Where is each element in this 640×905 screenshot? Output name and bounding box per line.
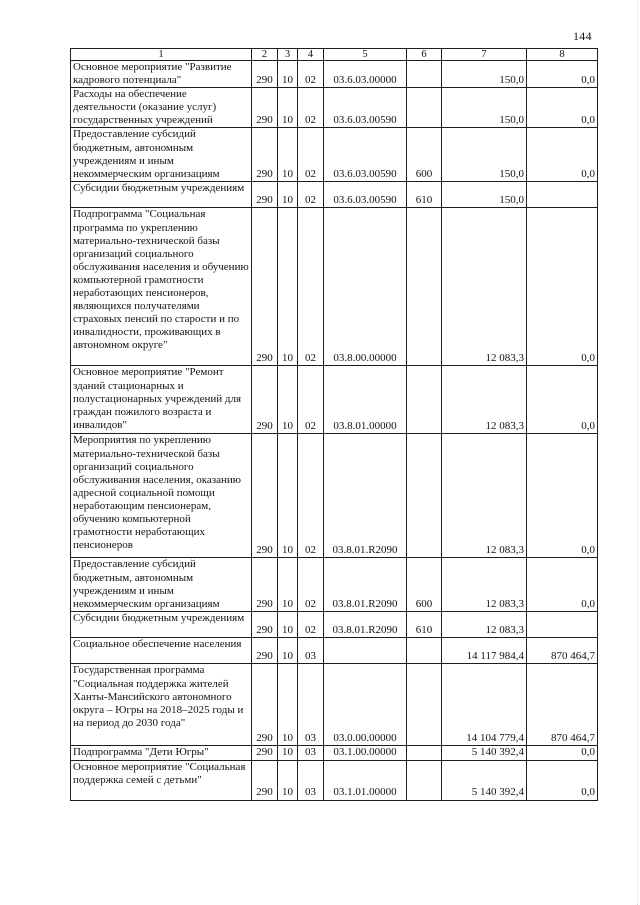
row-col-3: 10 — [278, 208, 298, 366]
row-amount-extra: 0,0 — [527, 558, 598, 612]
row-amount-extra: 0,0 — [527, 128, 598, 182]
row-target-code: 03.1.00.00000 — [324, 746, 407, 760]
row-expense-type: 610 — [407, 612, 442, 638]
row-name: Подпрограмма "Социальная программа по укреплению материально-технической базы организаций социального обслуживания населения и обучению компьютерной грамотности неработающих пенсионеров, являющихся получателями страховых пенсий по старости и по инвалидности, проживающих в автономном округе" — [71, 208, 252, 366]
row-col-2: 290 — [252, 434, 278, 558]
table-row — [71, 664, 598, 746]
table-row — [71, 88, 598, 128]
row-name: Предоставление субсидий бюджетным, автономным учреждениям и иным некоммерческим организациям — [71, 128, 252, 182]
row-col-4: 02 — [298, 128, 324, 182]
row-name: Подпрограмма "Дети Югры" — [71, 746, 252, 760]
row-amount: 150,0 — [442, 61, 527, 88]
row-expense-type: 600 — [407, 128, 442, 182]
row-amount: 12 083,3 — [442, 208, 527, 366]
row-amount-extra: 0,0 — [527, 366, 598, 434]
row-amount-extra: 870 464,7 — [527, 664, 598, 746]
table-row — [71, 128, 598, 182]
row-col-4: 02 — [298, 434, 324, 558]
row-expense-type — [407, 638, 442, 664]
row-col-2: 290 — [252, 746, 278, 760]
row-expense-type: 610 — [407, 182, 442, 208]
row-expense-type — [407, 760, 442, 800]
row-name: Основное мероприятие "Развитие кадрового потенциала" — [71, 61, 252, 88]
row-target-code: 03.8.00.00000 — [324, 208, 407, 366]
row-col-3: 10 — [278, 664, 298, 746]
table-row — [71, 61, 598, 88]
row-amount-extra: 0,0 — [527, 434, 598, 558]
row-amount-extra: 0,0 — [527, 88, 598, 128]
row-target-code: 03.8.01.00000 — [324, 366, 407, 434]
scan-edge-line — [636, 0, 638, 905]
row-target-code: 03.8.01.R2090 — [324, 612, 407, 638]
row-col-4: 02 — [298, 612, 324, 638]
row-col-4: 02 — [298, 61, 324, 88]
row-amount: 150,0 — [442, 182, 527, 208]
table-row — [71, 434, 598, 558]
row-col-3: 10 — [278, 760, 298, 800]
row-expense-type — [407, 434, 442, 558]
row-expense-type — [407, 746, 442, 760]
row-amount-extra — [527, 182, 598, 208]
row-col-4: 02 — [298, 88, 324, 128]
row-col-3: 10 — [278, 746, 298, 760]
row-amount-extra — [527, 612, 598, 638]
row-amount: 14 117 984,4 — [442, 638, 527, 664]
row-amount: 150,0 — [442, 88, 527, 128]
row-amount: 5 140 392,4 — [442, 746, 527, 760]
table-row — [71, 746, 598, 760]
row-amount: 150,0 — [442, 128, 527, 182]
row-amount: 12 083,3 — [442, 434, 527, 558]
budget-table — [70, 48, 598, 801]
row-target-code — [324, 638, 407, 664]
row-expense-type — [407, 61, 442, 88]
table-row — [71, 638, 598, 664]
table-body — [71, 61, 598, 801]
row-expense-type — [407, 664, 442, 746]
row-name: Основное мероприятие "Социальная поддержка семей с детьми" — [71, 760, 252, 800]
row-expense-type: 600 — [407, 558, 442, 612]
row-target-code: 03.8.01.R2090 — [324, 434, 407, 558]
row-amount-extra: 870 464,7 — [527, 638, 598, 664]
row-name: Предоставление субсидий бюджетным, автономным учреждениям и иным некоммерческим организациям — [71, 558, 252, 612]
row-col-3: 10 — [278, 61, 298, 88]
table-row — [71, 366, 598, 434]
row-name: Субсидии бюджетным учреждениям — [71, 612, 252, 638]
row-col-4: 03 — [298, 664, 324, 746]
row-col-2: 290 — [252, 208, 278, 366]
row-col-4: 02 — [298, 208, 324, 366]
header-col-5: 5 — [324, 49, 407, 61]
row-amount-extra: 0,0 — [527, 760, 598, 800]
row-col-2: 290 — [252, 61, 278, 88]
row-amount: 12 083,3 — [442, 366, 527, 434]
header-col-1: 1 — [71, 49, 252, 61]
row-col-3: 10 — [278, 638, 298, 664]
row-expense-type — [407, 208, 442, 366]
row-expense-type — [407, 366, 442, 434]
row-col-4: 03 — [298, 760, 324, 800]
row-col-4: 02 — [298, 558, 324, 612]
row-target-code: 03.8.01.R2090 — [324, 558, 407, 612]
row-target-code: 03.1.01.00000 — [324, 760, 407, 800]
row-name: Государственная программа "Социальная поддержка жителей Ханты-Мансийского автономного округа – Югры на 2018–2025 годы и на период до 2030 года" — [71, 664, 252, 746]
table-row — [71, 760, 598, 800]
header-col-6: 6 — [407, 49, 442, 61]
row-col-2: 290 — [252, 664, 278, 746]
row-amount: 12 083,3 — [442, 612, 527, 638]
row-col-4: 02 — [298, 182, 324, 208]
row-name: Социальное обеспечение населения — [71, 638, 252, 664]
row-col-2: 290 — [252, 128, 278, 182]
row-amount-extra: 0,0 — [527, 61, 598, 88]
row-col-2: 290 — [252, 760, 278, 800]
table-row — [71, 182, 598, 208]
page-number: 144 — [573, 29, 592, 43]
table-row — [71, 612, 598, 638]
row-target-code: 03.6.03.00590 — [324, 182, 407, 208]
row-col-3: 10 — [278, 612, 298, 638]
table-row — [71, 208, 598, 366]
header-col-8: 8 — [527, 49, 598, 61]
header-col-2: 2 — [252, 49, 278, 61]
row-col-2: 290 — [252, 88, 278, 128]
row-col-4: 02 — [298, 366, 324, 434]
table-row — [71, 558, 598, 612]
row-col-2: 290 — [252, 558, 278, 612]
row-amount: 5 140 392,4 — [442, 760, 527, 800]
row-name: Основное мероприятие "Ремонт зданий стационарных и полустационарных учреждений для граждан пожилого возраста и инвалидов" — [71, 366, 252, 434]
row-col-2: 290 — [252, 182, 278, 208]
row-col-3: 10 — [278, 434, 298, 558]
row-col-2: 290 — [252, 638, 278, 664]
row-name: Субсидии бюджетным учреждениям — [71, 182, 252, 208]
row-col-3: 10 — [278, 128, 298, 182]
row-col-3: 10 — [278, 182, 298, 208]
header-col-7: 7 — [442, 49, 527, 61]
row-target-code: 03.6.03.00590 — [324, 88, 407, 128]
row-amount-extra: 0,0 — [527, 208, 598, 366]
row-col-2: 290 — [252, 366, 278, 434]
table-header-row — [71, 49, 598, 61]
row-col-3: 10 — [278, 558, 298, 612]
row-col-3: 10 — [278, 88, 298, 128]
row-name: Расходы на обеспечение деятельности (оказание услуг) государственных учреждений — [71, 88, 252, 128]
row-amount-extra: 0,0 — [527, 746, 598, 760]
row-target-code: 03.6.03.00000 — [324, 61, 407, 88]
header-col-3: 3 — [278, 49, 298, 61]
row-amount: 12 083,3 — [442, 558, 527, 612]
row-target-code: 03.6.03.00590 — [324, 128, 407, 182]
row-col-4: 03 — [298, 638, 324, 664]
row-amount: 14 104 779,4 — [442, 664, 527, 746]
row-expense-type — [407, 88, 442, 128]
row-col-2: 290 — [252, 612, 278, 638]
row-col-4: 03 — [298, 746, 324, 760]
row-col-3: 10 — [278, 366, 298, 434]
row-target-code: 03.0.00.00000 — [324, 664, 407, 746]
row-name: Мероприятия по укреплению материально-технической базы организаций социального обслуживания населения, оказанию адресной социальной помощи неработающим пенсионерам, обучению компьютерной грамотности неработающих пенсионеров — [71, 434, 252, 558]
header-col-4: 4 — [298, 49, 324, 61]
